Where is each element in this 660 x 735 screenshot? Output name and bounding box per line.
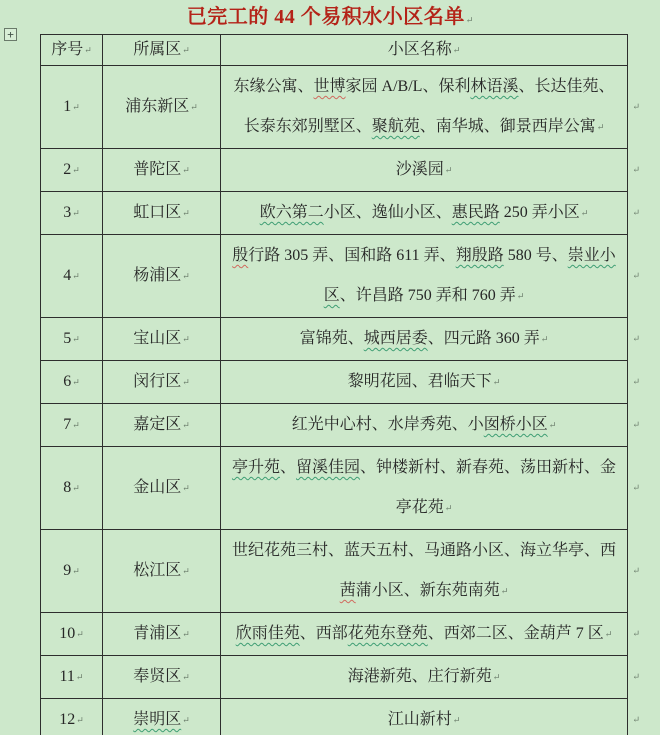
- table-row: [41, 149, 628, 192]
- end-of-row-mark-icon: ↵: [632, 376, 640, 387]
- end-of-cell-mark-icon: ↵: [72, 377, 80, 387]
- end-of-cell-mark-icon: ↵: [72, 208, 80, 218]
- end-of-cell-mark-icon: ↵: [76, 715, 84, 725]
- row-number: 7: [63, 416, 72, 433]
- header-row: [41, 35, 628, 66]
- district-cell[interactable]: [103, 192, 221, 235]
- cell-text: 嘉定区: [133, 416, 182, 433]
- cell-text: 、长达佳苑、长泰东郊别墅区、: [243, 78, 615, 135]
- cell-text: 、西郊二区、金葫芦 7 区: [427, 625, 604, 642]
- row-number: 9: [63, 562, 72, 579]
- end-of-row-mark-icon: ↵: [632, 671, 640, 682]
- district-cell[interactable]: [103, 66, 221, 149]
- end-of-cell-mark-icon: ↵: [182, 672, 190, 682]
- proofing-marked-text: 惠民路: [451, 204, 500, 221]
- row-number: 11: [59, 668, 75, 685]
- table-body: [41, 66, 640, 735]
- table-row: [41, 656, 628, 699]
- row-number-cell[interactable]: [41, 192, 103, 235]
- end-of-cell-mark-icon: ↵: [182, 334, 190, 344]
- end-of-row-mark-icon: ↵: [632, 101, 640, 112]
- cell-text: 浦东新区: [125, 98, 190, 115]
- proofing-marked-text: 花苑东登苑: [347, 625, 428, 642]
- paragraph-mark-icon: ↵: [465, 15, 474, 25]
- end-of-cell-mark-icon: ↵: [604, 629, 613, 639]
- header-no[interactable]: [41, 35, 103, 66]
- table-header: [41, 35, 628, 66]
- end-of-cell-mark-icon: ↵: [452, 715, 461, 725]
- cell-text: 奉贤区: [133, 668, 182, 685]
- cell-text: 杨浦区: [133, 267, 182, 284]
- end-of-cell-mark-icon: ↵: [182, 165, 190, 175]
- end-of-cell-mark-icon: ↵: [182, 715, 190, 725]
- row-number-cell[interactable]: [41, 235, 103, 318]
- row-number: 3: [63, 204, 72, 221]
- cell-text: 580 号、: [503, 247, 568, 264]
- proofing-marked-text: 留溪佳园: [296, 459, 361, 476]
- end-of-row-mark-icon: ↵: [632, 270, 640, 281]
- communities-cell[interactable]: [221, 66, 640, 149]
- end-of-row-mark-icon: ↵: [632, 207, 640, 218]
- communities-cell[interactable]: [221, 656, 640, 699]
- cell-text: 、西部: [299, 625, 348, 642]
- proofing-marked-text: 囡桥小区: [483, 416, 548, 433]
- communities-cell[interactable]: [221, 235, 640, 318]
- end-of-cell-mark-icon: ↵: [182, 45, 190, 55]
- end-of-cell-mark-icon: ↵: [540, 334, 549, 344]
- end-of-cell-mark-icon: ↵: [500, 586, 509, 596]
- end-of-cell-mark-icon: ↵: [72, 420, 80, 430]
- proofing-marked-text: 欧六第二: [259, 204, 324, 221]
- proofing-marked-text: 林语溪: [470, 78, 519, 95]
- row-number: 2: [63, 161, 72, 178]
- header-district[interactable]: [103, 35, 221, 66]
- district-cell[interactable]: [103, 235, 221, 318]
- district-cell[interactable]: [103, 656, 221, 699]
- district-cell[interactable]: [103, 699, 221, 735]
- end-of-row-mark-icon: ↵: [632, 482, 640, 493]
- cell-text: 、: [279, 459, 296, 476]
- communities-cell[interactable]: [221, 361, 640, 404]
- district-cell[interactable]: [103, 404, 221, 447]
- end-of-cell-mark-icon: ↵: [182, 208, 190, 218]
- end-of-cell-mark-icon: ↵: [548, 420, 557, 430]
- table-row: [41, 699, 628, 735]
- cell-text: 普陀区: [133, 161, 182, 178]
- row-number: 12: [59, 711, 76, 728]
- header-label: 小区名称: [387, 41, 452, 58]
- communities-cell[interactable]: [221, 613, 640, 656]
- row-number-cell[interactable]: [41, 361, 103, 404]
- cell-text: 金山区: [133, 479, 182, 496]
- end-of-cell-mark-icon: ↵: [492, 377, 501, 387]
- table-row: [41, 404, 628, 447]
- cell-text: 家园 A/B/L、保利: [345, 78, 471, 95]
- cell-text: 、四元路 360 弄: [427, 330, 540, 347]
- cell-text: 、许昌路 750 弄和 760 弄: [339, 287, 516, 304]
- row-number-cell[interactable]: [41, 656, 103, 699]
- row-number-cell[interactable]: [41, 447, 103, 530]
- row-number: 8: [63, 479, 72, 496]
- end-of-cell-mark-icon: ↵: [76, 629, 84, 639]
- end-of-row-mark-icon: ↵: [632, 419, 640, 430]
- end-of-cell-mark-icon: ↵: [580, 208, 589, 218]
- end-of-cell-mark-icon: ↵: [182, 271, 190, 281]
- end-of-cell-mark-icon: ↵: [444, 165, 453, 175]
- cell-text: 行路 305 弄、国和路 611 弄、: [248, 247, 456, 264]
- row-number-cell[interactable]: [41, 318, 103, 361]
- cell-text: 、钟楼新村、新春苑、荡田新村、金亭花苑: [360, 459, 617, 516]
- header-label: 序号: [51, 41, 84, 58]
- table-area: [7, 28, 640, 735]
- proofing-marked-text: 翔殷路: [455, 247, 504, 264]
- proofing-marked-text: 亭升苑: [231, 459, 280, 476]
- communities-cell[interactable]: [221, 192, 640, 235]
- proofing-marked-text: 崇明区: [133, 711, 182, 728]
- table-row: [41, 318, 628, 361]
- table-row: [41, 235, 628, 318]
- row-number-cell[interactable]: [41, 404, 103, 447]
- end-of-cell-mark-icon: ↵: [190, 102, 198, 112]
- row-number: 5: [63, 330, 72, 347]
- end-of-cell-mark-icon: ↵: [72, 102, 80, 112]
- end-of-cell-mark-icon: ↵: [72, 165, 80, 175]
- end-of-cell-mark-icon: ↵: [182, 566, 190, 576]
- cell-text: 沙溪园: [395, 161, 444, 178]
- communities-cell[interactable]: [221, 447, 640, 530]
- district-cell[interactable]: [103, 613, 221, 656]
- end-of-cell-mark-icon: ↵: [72, 334, 80, 344]
- end-of-cell-mark-icon: ↵: [72, 483, 80, 493]
- end-of-row-mark-icon: ↵: [632, 714, 640, 725]
- row-number: 4: [63, 267, 72, 284]
- row-number-cell[interactable]: [41, 613, 103, 656]
- proofing-marked-text: 殷: [232, 247, 249, 264]
- end-of-row-mark-icon: ↵: [632, 628, 640, 639]
- end-of-row-mark-icon: ↵: [632, 333, 640, 344]
- proofing-marked-text: 欣雨佳苑: [235, 625, 300, 642]
- cell-text: 小区、逸仙小区、: [323, 204, 452, 221]
- end-of-cell-mark-icon: ↵: [492, 672, 501, 682]
- end-of-cell-mark-icon: ↵: [182, 629, 190, 639]
- communities-cell[interactable]: [221, 318, 640, 361]
- end-of-cell-mark-icon: ↵: [84, 45, 92, 55]
- cell-text: 富锦苑、: [299, 330, 364, 347]
- cell-text: 蒲小区、新东苑南苑: [355, 582, 500, 599]
- cell-text: 黎明花园、君临天下: [347, 373, 492, 390]
- table-row: [41, 447, 628, 530]
- end-of-cell-mark-icon: ↵: [182, 483, 190, 493]
- proofing-marked-text: 聚航苑: [371, 118, 420, 135]
- proofing-marked-text: 世博: [313, 78, 346, 95]
- row-number-cell[interactable]: [41, 699, 103, 735]
- district-cell[interactable]: [103, 530, 221, 613]
- end-of-cell-mark-icon: ↵: [452, 45, 461, 55]
- table-row: [41, 530, 628, 613]
- table-row: [41, 66, 628, 149]
- end-of-row-mark-icon: ↵: [632, 164, 640, 175]
- table-row: [41, 361, 628, 404]
- communities-table: [40, 34, 640, 735]
- cell-text: 青浦区: [133, 625, 182, 642]
- end-of-cell-mark-icon: ↵: [72, 271, 80, 281]
- communities-cell[interactable]: [221, 699, 640, 735]
- row-number-cell[interactable]: [41, 66, 103, 149]
- end-of-cell-mark-icon: ↵: [75, 672, 84, 682]
- table-move-handle[interactable]: +: [4, 28, 17, 41]
- end-of-cell-mark-icon: ↵: [72, 566, 80, 576]
- cell-text: 250 弄小区: [499, 204, 580, 221]
- table-row: [41, 613, 628, 656]
- district-cell[interactable]: [103, 149, 221, 192]
- communities-cell[interactable]: [221, 404, 640, 447]
- cell-text: 松江区: [133, 562, 182, 579]
- proofing-marked-text: 城西居委: [363, 330, 428, 347]
- end-of-cell-mark-icon: ↵: [182, 420, 190, 430]
- end-of-cell-mark-icon: ↵: [182, 377, 190, 387]
- end-of-row-mark-icon: ↵: [632, 565, 640, 576]
- header-label: 所属区: [133, 41, 182, 58]
- end-of-cell-mark-icon: ↵: [516, 291, 525, 301]
- cell-text: 世纪花苑三村、蓝天五村、马通路小区、海立华亭、西: [231, 542, 616, 559]
- cell-text: 海港新苑、庄行新苑: [347, 668, 492, 685]
- end-of-cell-mark-icon: ↵: [596, 122, 605, 132]
- row-number: 6: [63, 373, 72, 390]
- cell-text: 红光中心村、水岸秀苑、小: [291, 416, 484, 433]
- district-cell[interactable]: [103, 447, 221, 530]
- cell-text: 宝山区: [133, 330, 182, 347]
- district-cell[interactable]: [103, 318, 221, 361]
- cell-text: 闵行区: [133, 373, 182, 390]
- header-communities[interactable]: [221, 35, 628, 66]
- title-row: [0, 4, 660, 32]
- cell-text: 东缘公寓、: [233, 78, 314, 95]
- district-cell[interactable]: [103, 361, 221, 404]
- table-row: [41, 192, 628, 235]
- row-number-cell[interactable]: [41, 530, 103, 613]
- row-number-cell[interactable]: [41, 149, 103, 192]
- proofing-marked-text: 茜: [339, 582, 356, 599]
- cell-text: 、南华城、御景西岸公寓: [419, 118, 596, 135]
- row-number: 10: [59, 625, 76, 642]
- communities-cell[interactable]: [221, 530, 640, 613]
- end-of-cell-mark-icon: ↵: [444, 503, 453, 513]
- proofing-marked-text: 崇业小区: [323, 247, 616, 304]
- cell-text: 虹口区: [133, 204, 182, 221]
- communities-cell[interactable]: [221, 149, 640, 192]
- cell-text: 江山新村: [387, 711, 452, 728]
- row-number: 1: [63, 98, 72, 115]
- page-title: 已完工的 44 个易积水小区名单: [186, 6, 465, 28]
